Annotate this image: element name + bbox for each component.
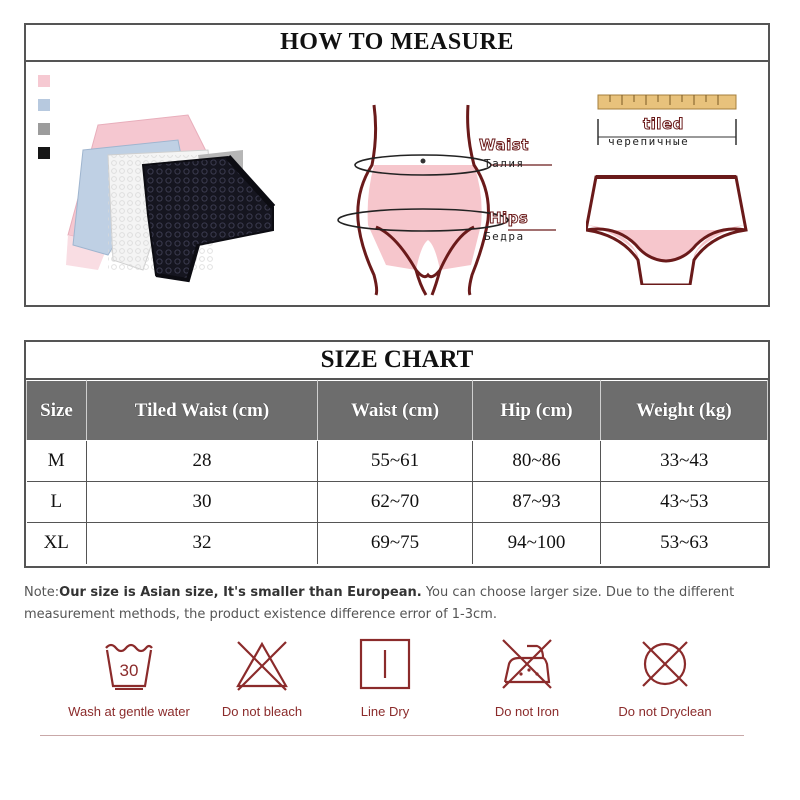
header-hip: Hip (cm) [473, 381, 601, 441]
care-divider [40, 735, 744, 736]
header-weight: Weight (kg) [601, 381, 768, 441]
cell-waist: 62~70 [318, 482, 473, 523]
hips-label-ru: Бедра [484, 230, 525, 243]
waist-label-ru: Талия [484, 157, 525, 170]
care-item-dryclean [590, 636, 740, 719]
waist-label: Waist [479, 136, 529, 154]
hips-label: Hips [489, 209, 529, 227]
care-label-dry: Line Dry [360, 704, 410, 719]
size-table-header-row [27, 381, 768, 441]
cell-hip: 80~86 [473, 441, 601, 482]
cell-hip: 94~100 [473, 523, 601, 564]
care-label-wash: Wash at gentle water [68, 704, 190, 719]
swatch-pink [38, 75, 50, 87]
wash-30-icon [101, 636, 157, 692]
size-chart-header [26, 342, 768, 380]
no-iron-icon [499, 636, 555, 692]
header-tiled-waist: Tiled Waist (cm) [87, 381, 318, 441]
no-dryclean-icon [637, 636, 693, 692]
cell-waist: 55~61 [318, 441, 473, 482]
table-row [27, 482, 768, 523]
how-to-measure-panel [24, 23, 770, 307]
header-size: Size [27, 381, 87, 441]
line-dry-icon [357, 636, 413, 692]
cell-size: XL [27, 523, 87, 564]
body-measurement-diagram [316, 95, 566, 305]
size-chart-panel [24, 340, 770, 568]
header-waist: Waist (cm) [318, 381, 473, 441]
care-instructions [40, 636, 760, 736]
cell-size: M [27, 441, 87, 482]
care-item-wash [54, 636, 204, 719]
cell-tiled-waist: 32 [87, 523, 318, 564]
tiled-label-ru: черепичные [608, 135, 690, 148]
cell-size: L [27, 482, 87, 523]
care-label-bleach: Do not bleach [221, 704, 303, 719]
lace-panties-image [38, 95, 298, 305]
cell-weight: 43~53 [601, 482, 768, 523]
how-to-measure-title: HOW TO MEASURE [280, 29, 514, 55]
note-prefix: Note: [24, 585, 60, 600]
cell-weight: 33~43 [601, 441, 768, 482]
cell-tiled-waist: 30 [87, 482, 318, 523]
how-to-measure-header [26, 25, 768, 62]
table-row [27, 523, 768, 564]
no-bleach-icon [234, 636, 290, 692]
note-rest: You can choose larger size. Due to the different measurement methods, the product existence difference error of 1-3cm. [24, 585, 735, 622]
size-note [24, 582, 764, 626]
table-row [27, 441, 768, 482]
cell-tiled-waist: 28 [87, 441, 318, 482]
cell-weight: 53~63 [601, 523, 768, 564]
note-bold: Our size is Asian size, It's smaller than European. [59, 585, 422, 600]
tiled-label: tiled [643, 115, 684, 133]
care-label-dryclean: Do not Dryclean [618, 704, 712, 719]
cell-hip: 87~93 [473, 482, 601, 523]
care-item-dry [310, 636, 460, 719]
wash-temp: 30 [119, 661, 139, 680]
cell-waist: 69~75 [318, 523, 473, 564]
size-chart-title: SIZE CHART [320, 346, 474, 373]
size-table [26, 380, 768, 564]
care-label-iron: Do not Iron [494, 704, 560, 719]
care-item-iron [452, 636, 602, 719]
